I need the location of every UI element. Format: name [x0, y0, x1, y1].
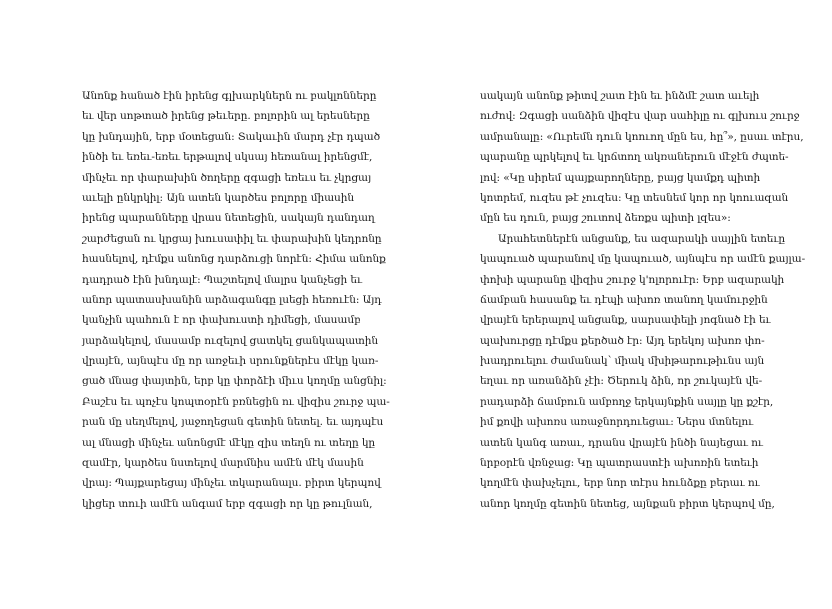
- left-line-21: կիցեր տուի ամէն անգամ երբ զգացի որ կը թուլնան,: [82, 497, 373, 510]
- left-line-16: Բաշէս եւ պոչէս կոպտօրէն բռնեցին ու վիզիս շուրջ պա-: [82, 395, 390, 408]
- left-line-1: Անոնք հանած էին իրենց գլխարկներն ու բակլոնները: [82, 90, 377, 102]
- left-line-15: ցած մնաց փայտին, երբ կը փորձէի միւս կողմը անցնիլ:: [82, 375, 387, 388]
- right-line-17: իմ քովի ախոռս առաջնորդուեցաւ: Ներս մտնելու: [480, 416, 754, 429]
- right-line-7: մըն ես դուն, բայց շուտով ձեռքս պիտի լզես»:: [480, 212, 731, 225]
- left-line-12: կանչին պահուն է որ փախուստի դիմեցի, մասամբ: [82, 314, 361, 327]
- right-line-16: րադարձի ճամբուն ամբողջ երկայնքին սայլը կը քշէր,: [480, 395, 774, 408]
- right-line-11: ճամբան հասանք եւ դէպի ախոռ տանող կամուրջին: [480, 293, 768, 306]
- right-line-9: կապուած պարանով մը կապուած, այնպէս որ ամէն քայլա-: [480, 253, 806, 266]
- right-line-21: անոր կողմը գետին նետեց, այնքան բիրտ կերպով մը,: [480, 497, 775, 510]
- left-line-18: ալ մնացի մինչեւ անոնցմէ մէկը զիս տեղն ու տեղը կը: [82, 436, 376, 449]
- left-line-6: աւելի ընկրկիլ: Այն ատեն կարծես բոլորը միասին: [82, 191, 354, 204]
- right-line-2: ուժով: Զգացի սանձին վիզէս վար սահիլը ու գլխուս շուրջ: [480, 110, 800, 123]
- right-page-text: [480, 86, 806, 514]
- left-line-5: մինչեւ որ փարախին ծողերը զգացի եռեւս եւ չկրցայ: [82, 171, 372, 184]
- right-line-5: լով: «Կը սիրեմ պայքարողները, բայց կամքդ պիտի: [480, 171, 761, 184]
- left-line-7: իրենց պարանները վրաս նետեցին, սակայն դանդաղ: [82, 212, 375, 225]
- right-line-10: փոխի պարանը վիզիս շուրջ կ'ոլորուէր: Երբ ազարակի: [480, 273, 785, 286]
- left-line-2: եւ վեր սոթտած իրենց թեւերը. բոլորին ալ երեսները: [82, 110, 370, 123]
- left-line-4: ինծի եւ եռեւ-եռեւ երթալով սկսայ հեռանալ իրենցմէ,: [82, 151, 373, 164]
- left-line-3: կը խնդային, երբ մօտեցան: Տակաւին մարդ չէր դպած: [82, 130, 380, 143]
- left-page-text: [82, 86, 390, 514]
- right-line-19: նրբօրէն վռնջաց: Կը պատրաստէի ախոռին ետեւի: [480, 457, 759, 470]
- left-line-14: վրայէն, այնպէս մը որ առջեւի սրունքներէս մէկը կառ-: [82, 355, 379, 368]
- left-line-11: անոր պատասխանին արձագանգը լսեցի հեռուէն: Այդ: [82, 293, 382, 306]
- right-line-4: պարանը պրկելով եւ կրճտող ակռաներուն մէջէն ժպտե-: [480, 151, 789, 164]
- right-line-3: ամրանալը: «Ուրեմն դուն կոուող մըն ես, հը՞», ըսաւ տէրս,: [480, 130, 804, 143]
- right-line-6: կոտրեմ, ուզես թէ չուզես: Կը տեսնեմ կոր որ կոուազան: [480, 191, 789, 204]
- right-line-15: եղաւ որ առանձին չէի: Ծերուկ ձին, որ շուկայէն վե-: [480, 375, 763, 388]
- left-line-20: վրայ: Պայքարեցայ մինչեւ տկարանալս. բիրտ կերպով: [82, 477, 381, 490]
- left-line-19: զամէր, կարծես նստելով մարմնիս ամէն մէկ մասին: [82, 457, 364, 470]
- left-line-13: յարձակելով, մասամբ ուզելով ցատկել ցանկապատին: [82, 334, 379, 347]
- right-line-12: վրայէն երերալով անցանք, սարսափելի յոգնած էի եւ: [480, 314, 771, 327]
- left-line-17: րան մը սեղմելով, յաջողեցան գետին նետել. եւ այդպէս: [82, 416, 384, 429]
- right-line-14: խադրուելու ժամանակ՝ միակ մխիթարութիւնս այն: [480, 355, 765, 368]
- left-line-8: շարժեցան ու կրցայ խուսափիլ եւ փարախին կեդրոնը: [82, 232, 382, 245]
- right-line-1: սակայն անոնք թիտվ շատ էին եւ ինձմէ շատ աւելի: [480, 90, 760, 102]
- right-line-18: ատեն կանգ առաւ, դրանս վրայէն ինծի նայեցաւ ու: [480, 436, 763, 449]
- right-line-8: Արահետներէն անցանք, ես ազարակի սայլին ետեւը: [498, 232, 786, 245]
- left-line-9: հասնելով, դէմքս անոնց դարձուցի նորէն: Հիմա անոնք: [82, 253, 386, 266]
- left-line-10: դադրած էին խնդալէ: Պաշտելով մալրս կանչեցի եւ: [82, 273, 362, 286]
- right-line-13: պախուրցը դէմքս քերծած էր: Այդ երեկոյ ախոռ փո-: [480, 334, 765, 347]
- right-line-20: կողմէն փախչելու, երբ նոր տէրս հունձքը բերաւ ու: [480, 477, 760, 490]
